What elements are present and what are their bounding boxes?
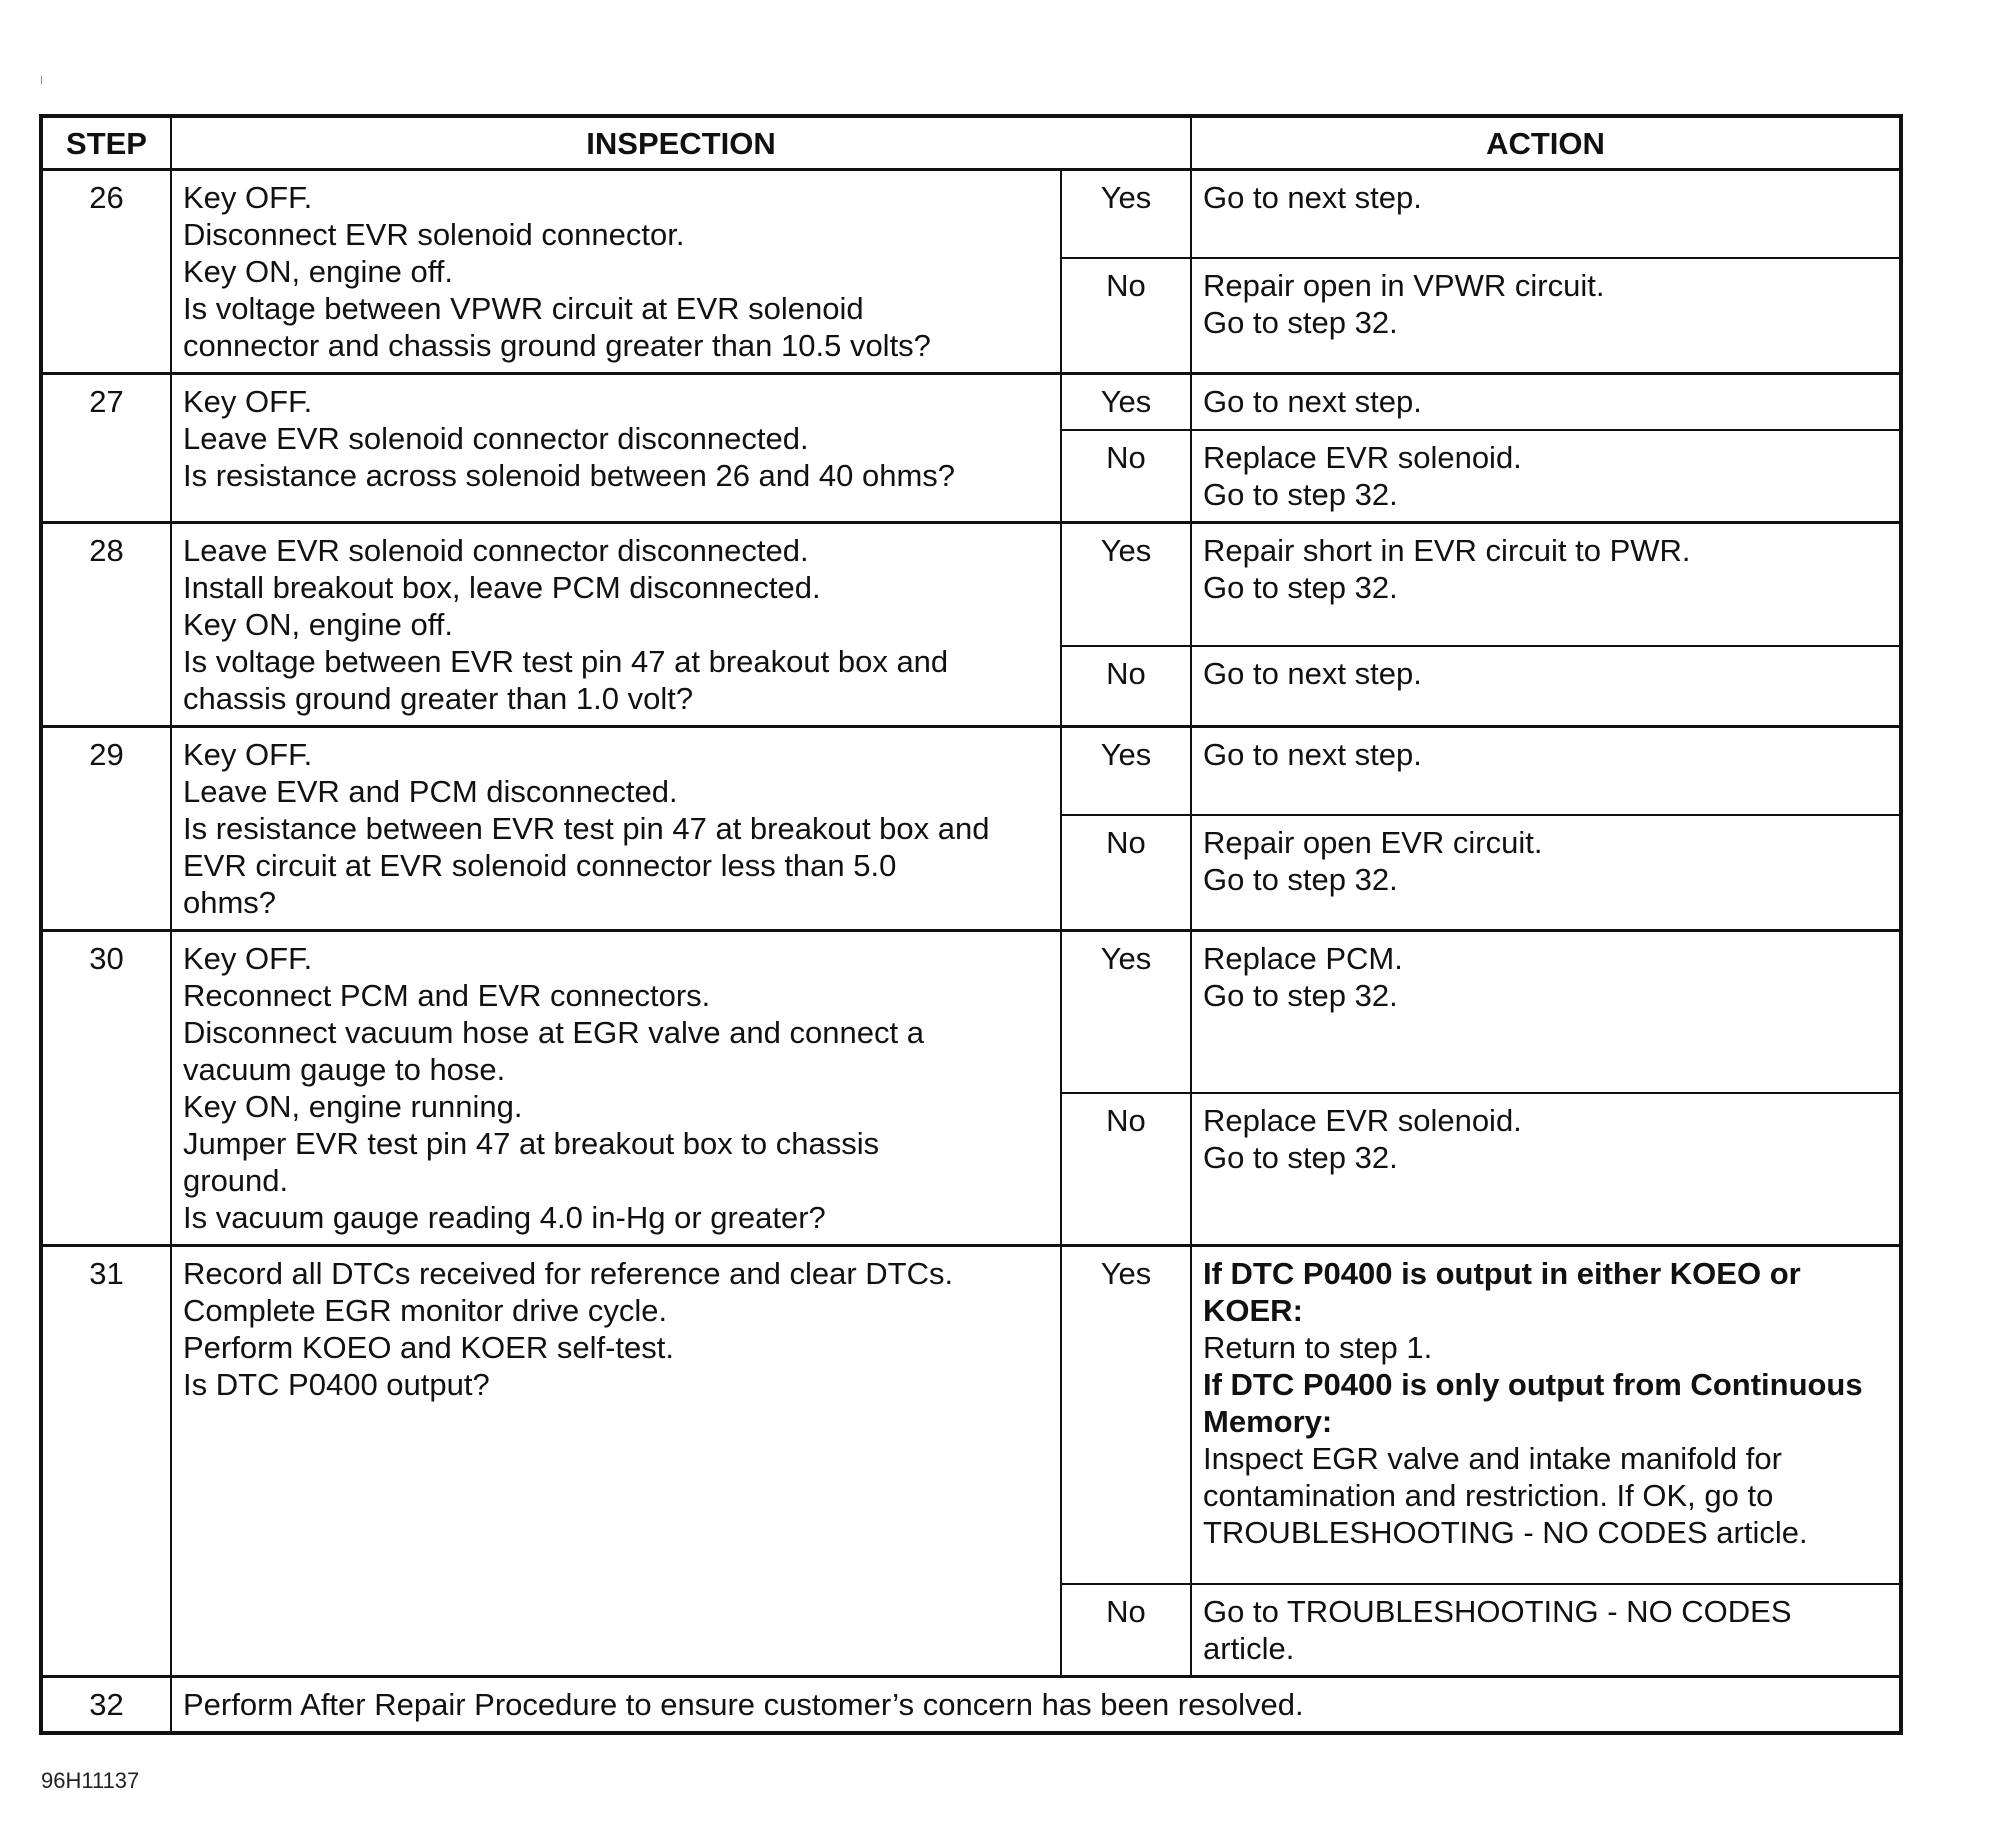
action-line: Repair open EVR circuit. (1203, 825, 1543, 860)
inspection-line: Record all DTCs received for reference and clear DTCs. (183, 1256, 954, 1291)
action-line: Go to step 32. (1203, 978, 1398, 1013)
action-line: Go to next step. (1203, 737, 1422, 772)
inspection-line: chassis ground greater than 1.0 volt? (183, 681, 694, 716)
inspection-line: Complete EGR monitor drive cycle. (183, 1293, 668, 1328)
answer-yes: Yes (1061, 523, 1191, 647)
inspection-cell (171, 931, 1061, 1246)
answer-yes: Yes (1061, 170, 1191, 259)
inspection-line: Key OFF. (183, 180, 313, 215)
inspection-line: Leave EVR and PCM disconnected. (183, 774, 678, 809)
step-number: 31 (41, 1246, 171, 1677)
answer-no: No (1061, 1093, 1191, 1246)
inspection-cell (171, 374, 1061, 523)
action-line: Go to next step. (1203, 180, 1422, 215)
inspection-line: ground. (183, 1163, 289, 1198)
action-condition-heading: If DTC P0400 is output in either KOEO or KOER: (1203, 1256, 1801, 1328)
action-cell (1191, 1246, 1901, 1585)
table-row (41, 1677, 1901, 1734)
action-line: Go to step 32. (1203, 1140, 1398, 1175)
inspection-line: Reconnect PCM and EVR connectors. (183, 978, 711, 1013)
inspection-line: Key OFF. (183, 941, 313, 976)
table-row (41, 727, 1901, 816)
inspection-line: EVR circuit at EVR solenoid connector less than 5.0 (183, 848, 897, 883)
inspection-line: Key OFF. (183, 384, 313, 419)
action-cell (1191, 523, 1901, 647)
action-line: Replace EVR solenoid. (1203, 1103, 1522, 1138)
header-action: ACTION (1191, 116, 1901, 170)
inspection-line: Perform KOEO and KOER self-test. (183, 1330, 674, 1365)
answer-yes: Yes (1061, 931, 1191, 1094)
inspection-line: Is vacuum gauge reading 4.0 in-Hg or greater? (183, 1200, 826, 1235)
inspection-line: connector and chassis ground greater than 10.5 volts? (183, 328, 931, 363)
inspection-line: Is DTC P0400 output? (183, 1367, 490, 1402)
table-row (41, 374, 1901, 431)
inspection-line: Key ON, engine off. (183, 254, 453, 289)
final-step-text: Perform After Repair Procedure to ensure customer’s concern has been resolved. (171, 1677, 1901, 1734)
action-line: Repair open in VPWR circuit. (1203, 268, 1605, 303)
action-line: Go to step 32. (1203, 477, 1398, 512)
action-cell (1191, 374, 1901, 431)
inspection-line: Is voltage between EVR test pin 47 at breakout box and (183, 644, 949, 679)
inspection-line: Leave EVR solenoid connector disconnected. (183, 533, 809, 568)
diagnostic-procedure-table (39, 114, 1903, 1735)
action-cell (1191, 258, 1901, 374)
figure-id: 96H11137 (41, 1768, 140, 1793)
step-number: 29 (41, 727, 171, 931)
step-number: 27 (41, 374, 171, 523)
inspection-line: Key OFF. (183, 737, 313, 772)
action-line: Go to step 32. (1203, 305, 1398, 340)
inspection-cell (171, 170, 1061, 374)
inspection-line: vacuum gauge to hose. (183, 1052, 506, 1087)
table-row (41, 170, 1901, 259)
step-number: 26 (41, 170, 171, 374)
answer-no: No (1061, 430, 1191, 523)
inspection-line: Leave EVR solenoid connector disconnected. (183, 421, 809, 456)
inspection-cell (171, 523, 1061, 727)
inspection-cell (171, 1246, 1061, 1677)
inspection-line: Is resistance between EVR test pin 47 at breakout box and (183, 811, 990, 846)
header-inspection: INSPECTION (171, 116, 1191, 170)
answer-no: No (1061, 258, 1191, 374)
table-row (41, 1246, 1901, 1585)
action-cell (1191, 170, 1901, 259)
step-number: 32 (41, 1677, 171, 1734)
step-number: 30 (41, 931, 171, 1246)
inspection-line: Key ON, engine running. (183, 1089, 523, 1124)
inspection-line: Disconnect EVR solenoid connector. (183, 217, 685, 252)
answer-no: No (1061, 1584, 1191, 1677)
action-cell (1191, 646, 1901, 727)
action-line: Go to step 32. (1203, 862, 1398, 897)
action-line: Go to next step. (1203, 656, 1422, 691)
answer-yes: Yes (1061, 374, 1191, 431)
action-cell (1191, 430, 1901, 523)
step-number: 28 (41, 523, 171, 727)
action-line: Go to TROUBLESHOOTING - NO CODES article. (1203, 1594, 1792, 1666)
action-line: Return to step 1. (1203, 1330, 1433, 1365)
inspection-cell (171, 727, 1061, 931)
header-step: STEP (41, 116, 171, 170)
action-cell (1191, 727, 1901, 816)
table-row (41, 931, 1901, 1094)
action-line: Replace EVR solenoid. (1203, 440, 1522, 475)
action-line: Go to next step. (1203, 384, 1422, 419)
action-line: Repair short in EVR circuit to PWR. (1203, 533, 1691, 568)
answer-no: No (1061, 815, 1191, 931)
inspection-line: Install breakout box, leave PCM disconnected. (183, 570, 821, 605)
inspection-line: Is voltage between VPWR circuit at EVR solenoid (183, 291, 864, 326)
inspection-line: Is resistance across solenoid between 26 and 40 ohms? (183, 458, 956, 493)
inspection-line: Jumper EVR test pin 47 at breakout box to chassis (183, 1126, 880, 1161)
action-condition-heading: If DTC P0400 is only output from Continuous Memory: (1203, 1367, 1863, 1439)
action-cell (1191, 1093, 1901, 1246)
table-header-row (41, 116, 1901, 170)
action-cell (1191, 815, 1901, 931)
answer-no: No (1061, 646, 1191, 727)
answer-yes: Yes (1061, 1246, 1191, 1585)
action-line: Replace PCM. (1203, 941, 1403, 976)
action-line: Inspect EGR valve and intake manifold for contamination and restriction. If OK, go to TROUBLESHOOTING - NO CODES article. (1203, 1441, 1808, 1550)
answer-yes: Yes (1061, 727, 1191, 816)
action-cell (1191, 931, 1901, 1094)
action-line: Go to step 32. (1203, 570, 1398, 605)
inspection-line: ohms? (183, 885, 277, 920)
table-row (41, 523, 1901, 647)
margin-tick-mark (41, 76, 42, 84)
inspection-line: Key ON, engine off. (183, 607, 453, 642)
action-cell (1191, 1584, 1901, 1677)
inspection-line: Disconnect vacuum hose at EGR valve and connect a (183, 1015, 924, 1050)
